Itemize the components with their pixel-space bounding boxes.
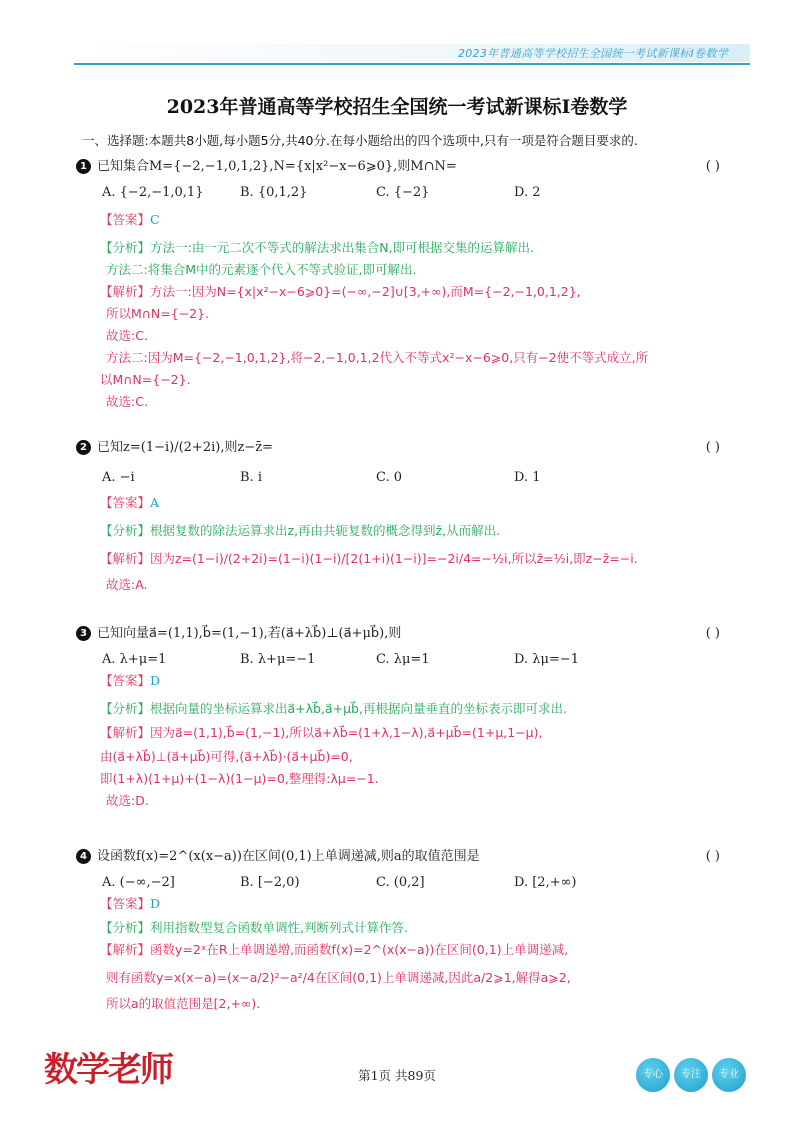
question-stem: 已知向量a⃗=(1,1),b⃗=(1,−1),若(a⃗+λb⃗)⊥(a⃗+μb⃗),则: [97, 626, 402, 641]
solution-line: 所以a的取值范围是[2,+∞).: [106, 996, 261, 1011]
question-4: [76, 847, 726, 1015]
solution-line: 即(1+λ)(1+μ)+(1−λ)(1−μ)=0,整理得:λμ=−1.: [100, 771, 379, 786]
answer-value: D: [150, 673, 161, 688]
badge-focus: 专心: [636, 1058, 670, 1092]
solution-line: 【解析】函数y=2ˣ在R上单调递增,而函数f(x)=2^(x(x−a))在区间(0,1)上单调递减,: [100, 942, 569, 957]
analysis-tag: 【分析】: [100, 920, 151, 935]
solution-line: 以M∩N={−2}.: [100, 372, 191, 387]
analysis-line: 【分析】方法一:由一元二次不等式的解法求出集合N,即可根据交集的运算解出.: [100, 240, 535, 255]
footer-badges: [636, 1058, 750, 1092]
header-rule: [74, 63, 750, 65]
analysis-tag: 【分析】: [100, 701, 151, 716]
solution-line: 故选:C.: [106, 394, 148, 409]
answer-value: D: [150, 896, 161, 911]
solution-line: 故选:A.: [106, 577, 148, 592]
solution-line: 所以M∩N={−2}.: [106, 306, 210, 321]
question-stem: 设函数f(x)=2^(x(x−a))在区间(0,1)上单调递减,则a的取值范围是: [97, 849, 480, 864]
option-a: A. −i: [102, 470, 135, 485]
section-heading: 一、选择题:本题共8小题,每小题5分,共40分.在每小题给出的四个选项中,只有一项是符合题目要求的.: [82, 133, 638, 148]
solution-tag: 【解析】: [100, 725, 151, 740]
answer-line: [76, 893, 726, 915]
solution-tag: 【解析】: [100, 284, 151, 299]
options-row: [76, 650, 726, 670]
answer-value: A: [150, 495, 160, 510]
option-c: C. 0: [376, 470, 403, 485]
solution-line: 故选:D.: [106, 793, 149, 808]
option-b: B. λ+μ=−1: [240, 652, 316, 667]
brand-logo: 数学老师: [44, 1050, 172, 1090]
solution-line: 【解析】方法一:因为N={x|x²−x−6⩾0}=(−∞,−2]∪[3,+∞),而M={−2,−1,0,1,2},: [100, 284, 581, 299]
answer-blank: ( ): [705, 440, 720, 455]
running-header: 2023年普通高等学校招生全国统一考试新课标Ⅰ卷数学: [457, 47, 728, 60]
question-number-badge: 4: [76, 849, 91, 864]
answer-blank: ( ): [705, 626, 720, 641]
solution-line: 【解析】因为z=(1−i)/(2+2i)=(1−i)(1−i)/[2(1+i)(1−i)]=−2i/4=−½i,所以z̄=½i,即z−z̄=−i.: [100, 551, 638, 566]
option-d: D. 1: [514, 470, 541, 485]
badge-professional: 专业: [712, 1058, 746, 1092]
analysis-tag: 【分析】: [100, 240, 151, 255]
option-d: D. λμ=−1: [514, 652, 579, 667]
answer-tag: 【答案】: [100, 896, 151, 911]
badge-concentration: 专注: [674, 1058, 708, 1092]
question-number-badge: 1: [76, 159, 91, 174]
question-number-badge: 3: [76, 626, 91, 641]
analysis-line: 方法二:将集合M中的元素逐个代入不等式验证,即可解出.: [106, 262, 417, 277]
page-number: 第1页 共89页: [358, 1068, 436, 1083]
answer-line: [76, 670, 726, 692]
solution-line: 由(a⃗+λb⃗)⊥(a⃗+μb⃗)可得,(a⃗+λb⃗)·(a⃗+μb⃗)=0,: [100, 749, 353, 764]
analysis-tag: 【分析】: [100, 523, 151, 538]
option-c: C. {−2}: [376, 185, 430, 200]
solution-line: 方法二:因为M={−2,−1,0,1,2},将−2,−1,0,1,2代入不等式x²−x−6⩾0,只有−2使不等式成立,所: [106, 350, 649, 365]
answer-tag: 【答案】: [100, 495, 151, 510]
option-c: C. λμ=1: [376, 652, 430, 667]
options-row: [76, 468, 726, 488]
question-number-badge: 2: [76, 440, 91, 455]
option-a: A. {−2,−1,0,1}: [102, 185, 204, 200]
question-stem: 已知集合M={−2,−1,0,1,2},N={x|x²−x−6⩾0},则M∩N=: [97, 159, 457, 174]
question-3: [76, 624, 726, 812]
analysis-line: 【分析】根据复数的除法运算求出z,再由共轭复数的概念得到z̄,从而解出.: [100, 523, 501, 538]
options-row: [76, 873, 726, 893]
question-2: [76, 438, 726, 596]
solution-line: 故选:C.: [106, 328, 148, 343]
solution-tag: 【解析】: [100, 551, 151, 566]
option-a: A. λ+μ=1: [102, 652, 167, 667]
answer-line: [76, 492, 726, 514]
solution-line: 【解析】因为a⃗=(1,1),b⃗=(1,−1),所以a⃗+λb⃗=(1+λ,1−λ),a⃗+μb⃗=(1+μ,1−μ),: [100, 725, 543, 740]
option-d: D. 2: [514, 185, 541, 200]
option-c: C. (0,2]: [376, 875, 425, 890]
analysis-line: 【分析】根据向量的坐标运算求出a⃗+λb⃗,a⃗+μb⃗,再根据向量垂直的坐标表示即可求出.: [100, 701, 567, 716]
analysis-line: 【分析】利用指数型复合函数单调性,判断列式计算作答.: [100, 920, 408, 935]
options-row: [76, 183, 726, 203]
answer-blank: ( ): [705, 159, 720, 174]
question-1: [76, 157, 726, 413]
option-b: B. {0,1,2}: [240, 185, 308, 200]
solution-tag: 【解析】: [100, 942, 151, 957]
page-title: 2023年普通高等学校招生全国统一考试新课标Ⅰ卷数学: [166, 96, 628, 118]
option-b: B. i: [240, 470, 262, 485]
solution-line: 则有函数y=x(x−a)=(x−a/2)²−a²/4在区间(0,1)上单调递减,因此a/2⩾1,解得a⩾2,: [106, 970, 571, 985]
question-stem: 已知z=(1−i)/(2+2i),则z−z̄=: [97, 440, 273, 455]
option-b: B. [−2,0): [240, 875, 300, 890]
option-a: A. (−∞,−2]: [102, 875, 175, 890]
answer-blank: ( ): [705, 849, 720, 864]
option-d: D. [2,+∞): [514, 875, 577, 890]
answer-line: [76, 209, 726, 231]
answer-tag: 【答案】: [100, 212, 151, 227]
answer-value: C: [150, 212, 160, 227]
answer-tag: 【答案】: [100, 673, 151, 688]
